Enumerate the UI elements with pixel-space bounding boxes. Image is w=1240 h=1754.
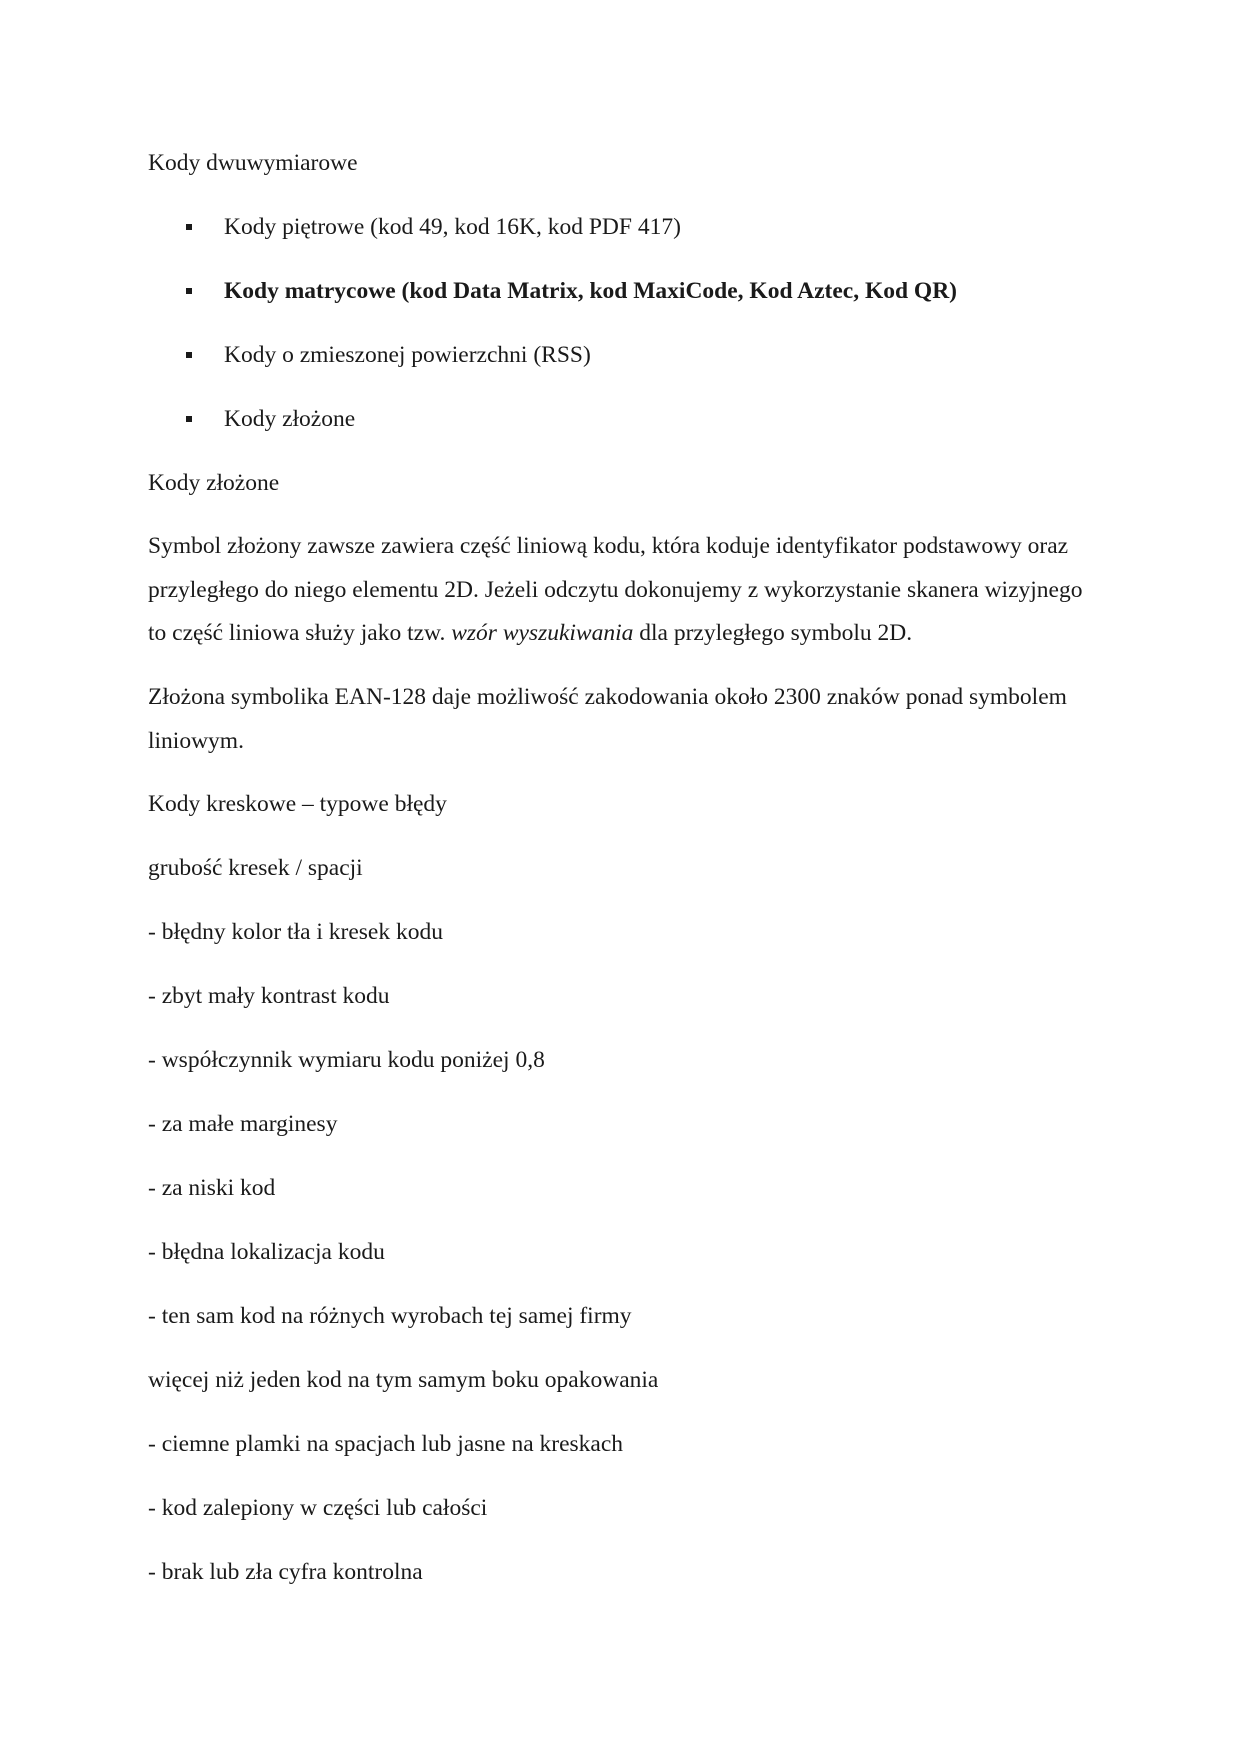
heading-barcode-errors: Kody kreskowe – typowe błędy	[148, 791, 447, 817]
bullet-item	[148, 276, 957, 306]
error-item: - za małe marginesy	[148, 1111, 338, 1137]
paragraph-text: dla przyległego symbolu 2D.	[633, 620, 913, 646]
error-item: - kod zalepiony w części lub całości	[148, 1495, 488, 1521]
error-item: grubość kresek / spacji	[148, 855, 363, 881]
error-item: więcej niż jeden kod na tym samym boku opakowania	[148, 1367, 659, 1393]
bullet-icon	[186, 416, 192, 422]
bullet-text: Kody matrycowe (kod Data Matrix, kod MaxiCode, Kod Aztec, Kod QR)	[224, 278, 957, 304]
paragraph-text: Symbol złożony zawsze zawiera część liniową kodu, która koduje identyfikator podstawowy oraz przyległego do niego elementu 2D. Jeżeli odczytu dokonujemy z wykorzystanie skanera wizyjnego to część liniowa służy jako tzw.	[148, 533, 1083, 646]
error-item: - za niski kod	[148, 1175, 276, 1201]
bullet-text: Kody piętrowe (kod 49, kod 16K, kod PDF 417)	[224, 214, 681, 240]
paragraph-composite-symbol	[148, 525, 1088, 656]
bullet-text: Kody złożone	[224, 406, 356, 432]
bullet-item	[148, 340, 591, 370]
bullet-item	[148, 404, 355, 434]
error-item: - współczynnik wymiaru kodu poniżej 0,8	[148, 1047, 545, 1073]
bullet-icon	[186, 288, 192, 294]
error-item: - błędna lokalizacja kodu	[148, 1239, 385, 1265]
bullet-item	[148, 212, 681, 242]
bullet-text: Kody o zmieszonej powierzchni (RSS)	[224, 342, 591, 368]
bullet-icon	[186, 352, 192, 358]
error-item: - zbyt mały kontrast kodu	[148, 983, 390, 1009]
heading-composite-codes: Kody złożone	[148, 470, 280, 496]
bullet-icon	[186, 224, 192, 230]
paragraph-ean128: Złożona symbolika EAN-128 daje możliwość zakodowania około 2300 znaków ponad symbolem liniowym.	[148, 684, 1067, 754]
italic-term: wzór wyszukiwania	[451, 620, 634, 646]
error-item: - ciemne plamki na spacjach lub jasne na kreskach	[148, 1431, 624, 1457]
heading-2d-codes: Kody dwuwymiarowe	[148, 150, 358, 176]
error-item: - błędny kolor tła i kresek kodu	[148, 919, 443, 945]
error-item: - brak lub zła cyfra kontrolna	[148, 1559, 423, 1585]
error-item: - ten sam kod na różnych wyrobach tej samej firmy	[148, 1303, 632, 1329]
